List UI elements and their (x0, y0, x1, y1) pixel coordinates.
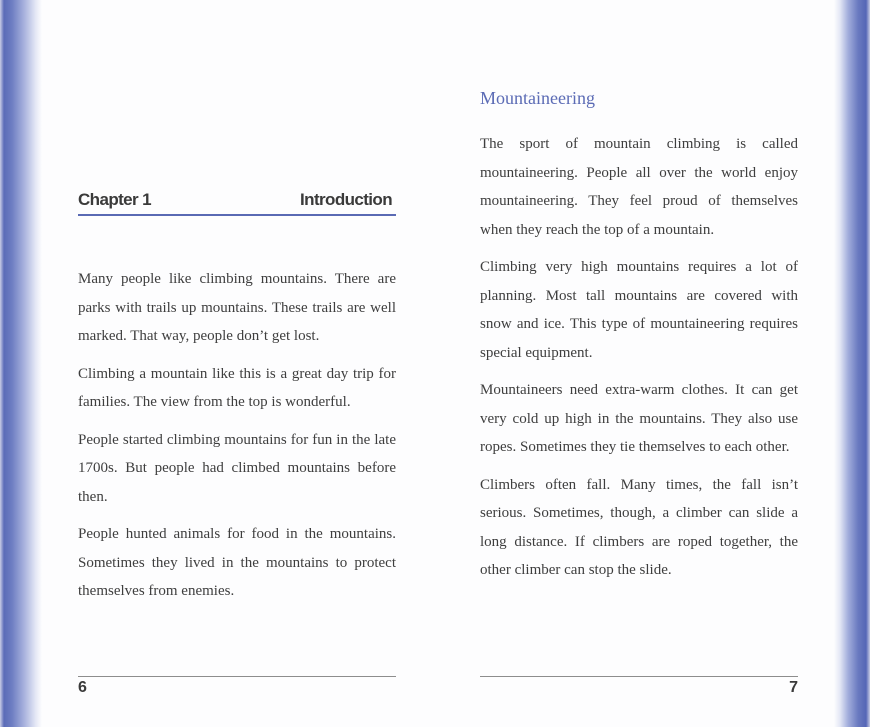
paragraph: Mountaineers need extra-warm clothes. It can get very cold up high in the mountains. They also use ropes. Sometimes they tie themselves to each other. (480, 382, 798, 455)
page-edge-left (0, 0, 42, 727)
paragraph: The sport of mountain climbing is called mountaineering. People all over the world enjoy mountaineering. They feel proud of themselves when they reach the top of a mountain. (480, 136, 798, 238)
chapter-title: Introduction (300, 190, 392, 209)
footer-rule (78, 676, 396, 677)
paragraph: Climbing a mountain like this is a great day trip for families. The view from the top is wonderful. (78, 365, 396, 410)
left-page (78, 0, 396, 727)
paragraph: Climbers often fall. Many times, the fall isn’t serious. Sometimes, though, a climber can slide a long distance. If climbers are roped together, the other climber can stop the slide. (480, 476, 798, 578)
footer-rule (480, 676, 798, 677)
chapter-header (78, 186, 396, 216)
right-page (480, 0, 798, 727)
page-number: 6 (78, 679, 87, 696)
paragraph: People hunted animals for food in the mountains. Sometimes they lived in the mountains to protect themselves from enemies. (78, 526, 396, 599)
paragraph: People started climbing mountains for fun in the late 1700s. But people had climbed mountains before then. (78, 431, 396, 505)
paragraph: Climbing very high mountains requires a lot of planning. Most tall mountains are covered with snow and ice. This type of mountaineering requires special equipment. (480, 259, 798, 361)
page-number: 7 (789, 679, 798, 696)
page-edge-right (834, 0, 870, 727)
chapter-number: Chapter 1 (78, 190, 152, 209)
paragraph: Many people like climbing mountains. There are parks with trails up mountains. These trails are well marked. That way, people don’t get lost. (78, 271, 396, 344)
right-body-text (480, 130, 798, 594)
left-body-text (78, 265, 396, 615)
section-title: Mountaineering (480, 88, 595, 108)
